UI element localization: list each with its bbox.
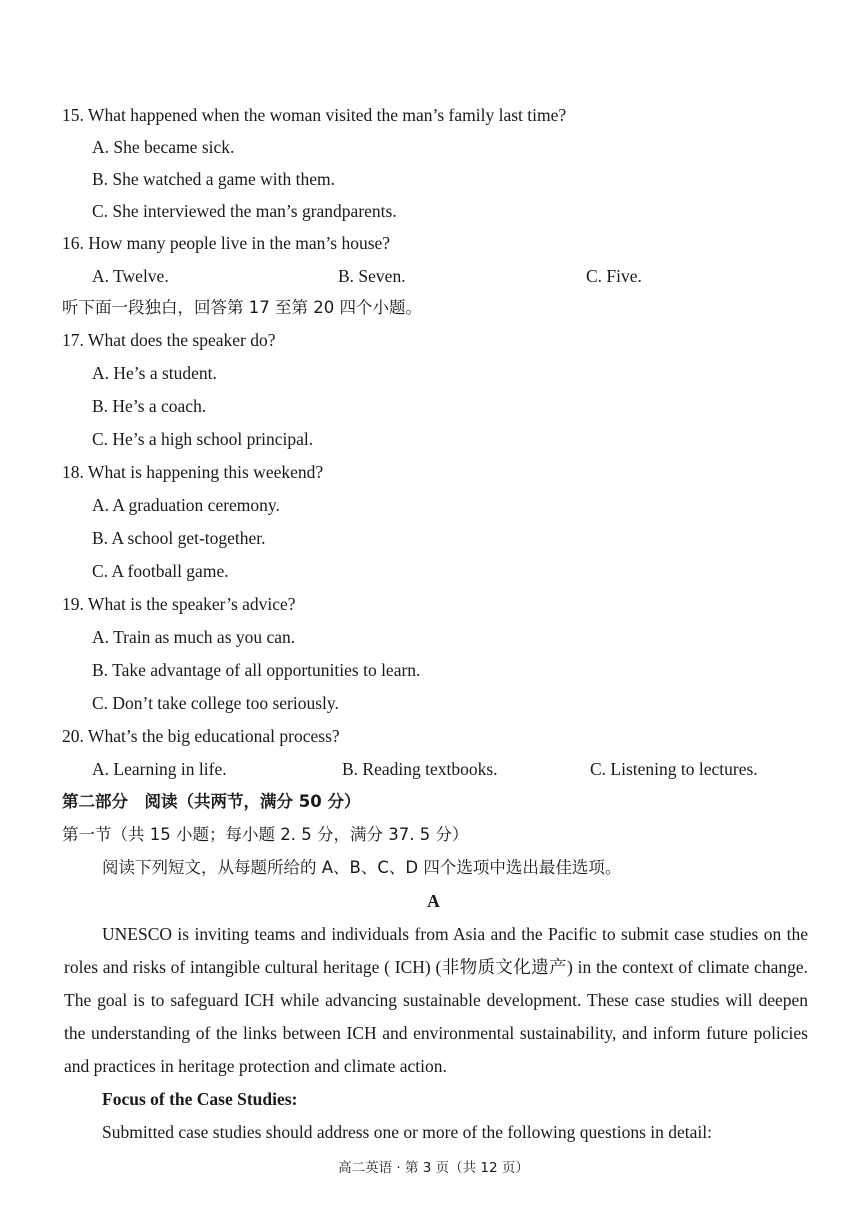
passage-label: A	[427, 891, 440, 911]
question-17-option-a: A. He’s a student.	[92, 363, 217, 383]
reading-instruction: 阅读下列短文，从每题所给的 A、B、C、D 四个选项中选出最佳选项。	[102, 858, 622, 877]
question-15-option-a: A. She became sick.	[92, 137, 235, 157]
question-16: 16. How many people live in the man’s house?	[62, 233, 391, 253]
passage-paragraph: UNESCO is inviting teams and individuals from Asia and the Pacific to submit case studies on the roles and risks of intangible cultural heritage ( ICH) (非物质文化遗产) in the context of climate change. The goal is to safeguard ICH while advancing sustainable development. These case studies will deepen the understanding of the links between ICH and environmental sustainability, and inform future policies and practices in heritage protection and climate action.	[64, 924, 808, 1076]
focus-heading: Focus of the Case Studies:	[102, 1089, 298, 1109]
question-16-option-c: C. Five.	[586, 266, 642, 286]
question-20-option-a: A. Learning in life.	[92, 759, 227, 779]
page-footer: 高二英语 · 第 3 页（共 12 页）	[338, 1160, 529, 1176]
question-18-option-c: C. A football game.	[92, 561, 229, 581]
question-19-option-b: B. Take advantage of all opportunities to learn.	[92, 660, 421, 680]
question-15: 15. What happened when the woman visited the man’s family last time?	[62, 105, 567, 125]
question-17: 17. What does the speaker do?	[62, 330, 276, 350]
question-16-option-b: B. Seven.	[338, 266, 406, 286]
question-15-option-c: C. She interviewed the man’s grandparents.	[92, 201, 397, 221]
question-20-option-c: C. Listening to lectures.	[590, 759, 758, 779]
question-18: 18. What is happening this weekend?	[62, 462, 324, 482]
question-16-option-a: A. Twelve.	[92, 266, 169, 286]
focus-text: Submitted case studies should address one or more of the following questions in detail:	[102, 1122, 712, 1142]
question-19: 19. What is the speaker’s advice?	[62, 594, 296, 614]
part2-title: 第二部分 阅读（共两节，满分 50 分）	[62, 792, 361, 811]
question-18-option-b: B. A school get-together.	[92, 528, 266, 548]
question-15-option-b: B. She watched a game with them.	[92, 169, 335, 189]
question-17-option-b: B. He’s a coach.	[92, 396, 207, 416]
section1-title: 第一节（共 15 小题；每小题 2. 5 分，满分 37. 5 分）	[62, 825, 469, 844]
monologue-instruction: 听下面一段独白，回答第 17 至第 20 四个小题。	[62, 298, 422, 317]
question-17-option-c: C. He’s a high school principal.	[92, 429, 314, 449]
question-19-option-c: C. Don’t take college too seriously.	[92, 693, 339, 713]
question-20-option-b: B. Reading textbooks.	[342, 759, 498, 779]
question-18-option-a: A. A graduation ceremony.	[92, 495, 280, 515]
question-20: 20. What’s the big educational process?	[62, 726, 340, 746]
question-19-option-a: A. Train as much as you can.	[92, 627, 296, 647]
